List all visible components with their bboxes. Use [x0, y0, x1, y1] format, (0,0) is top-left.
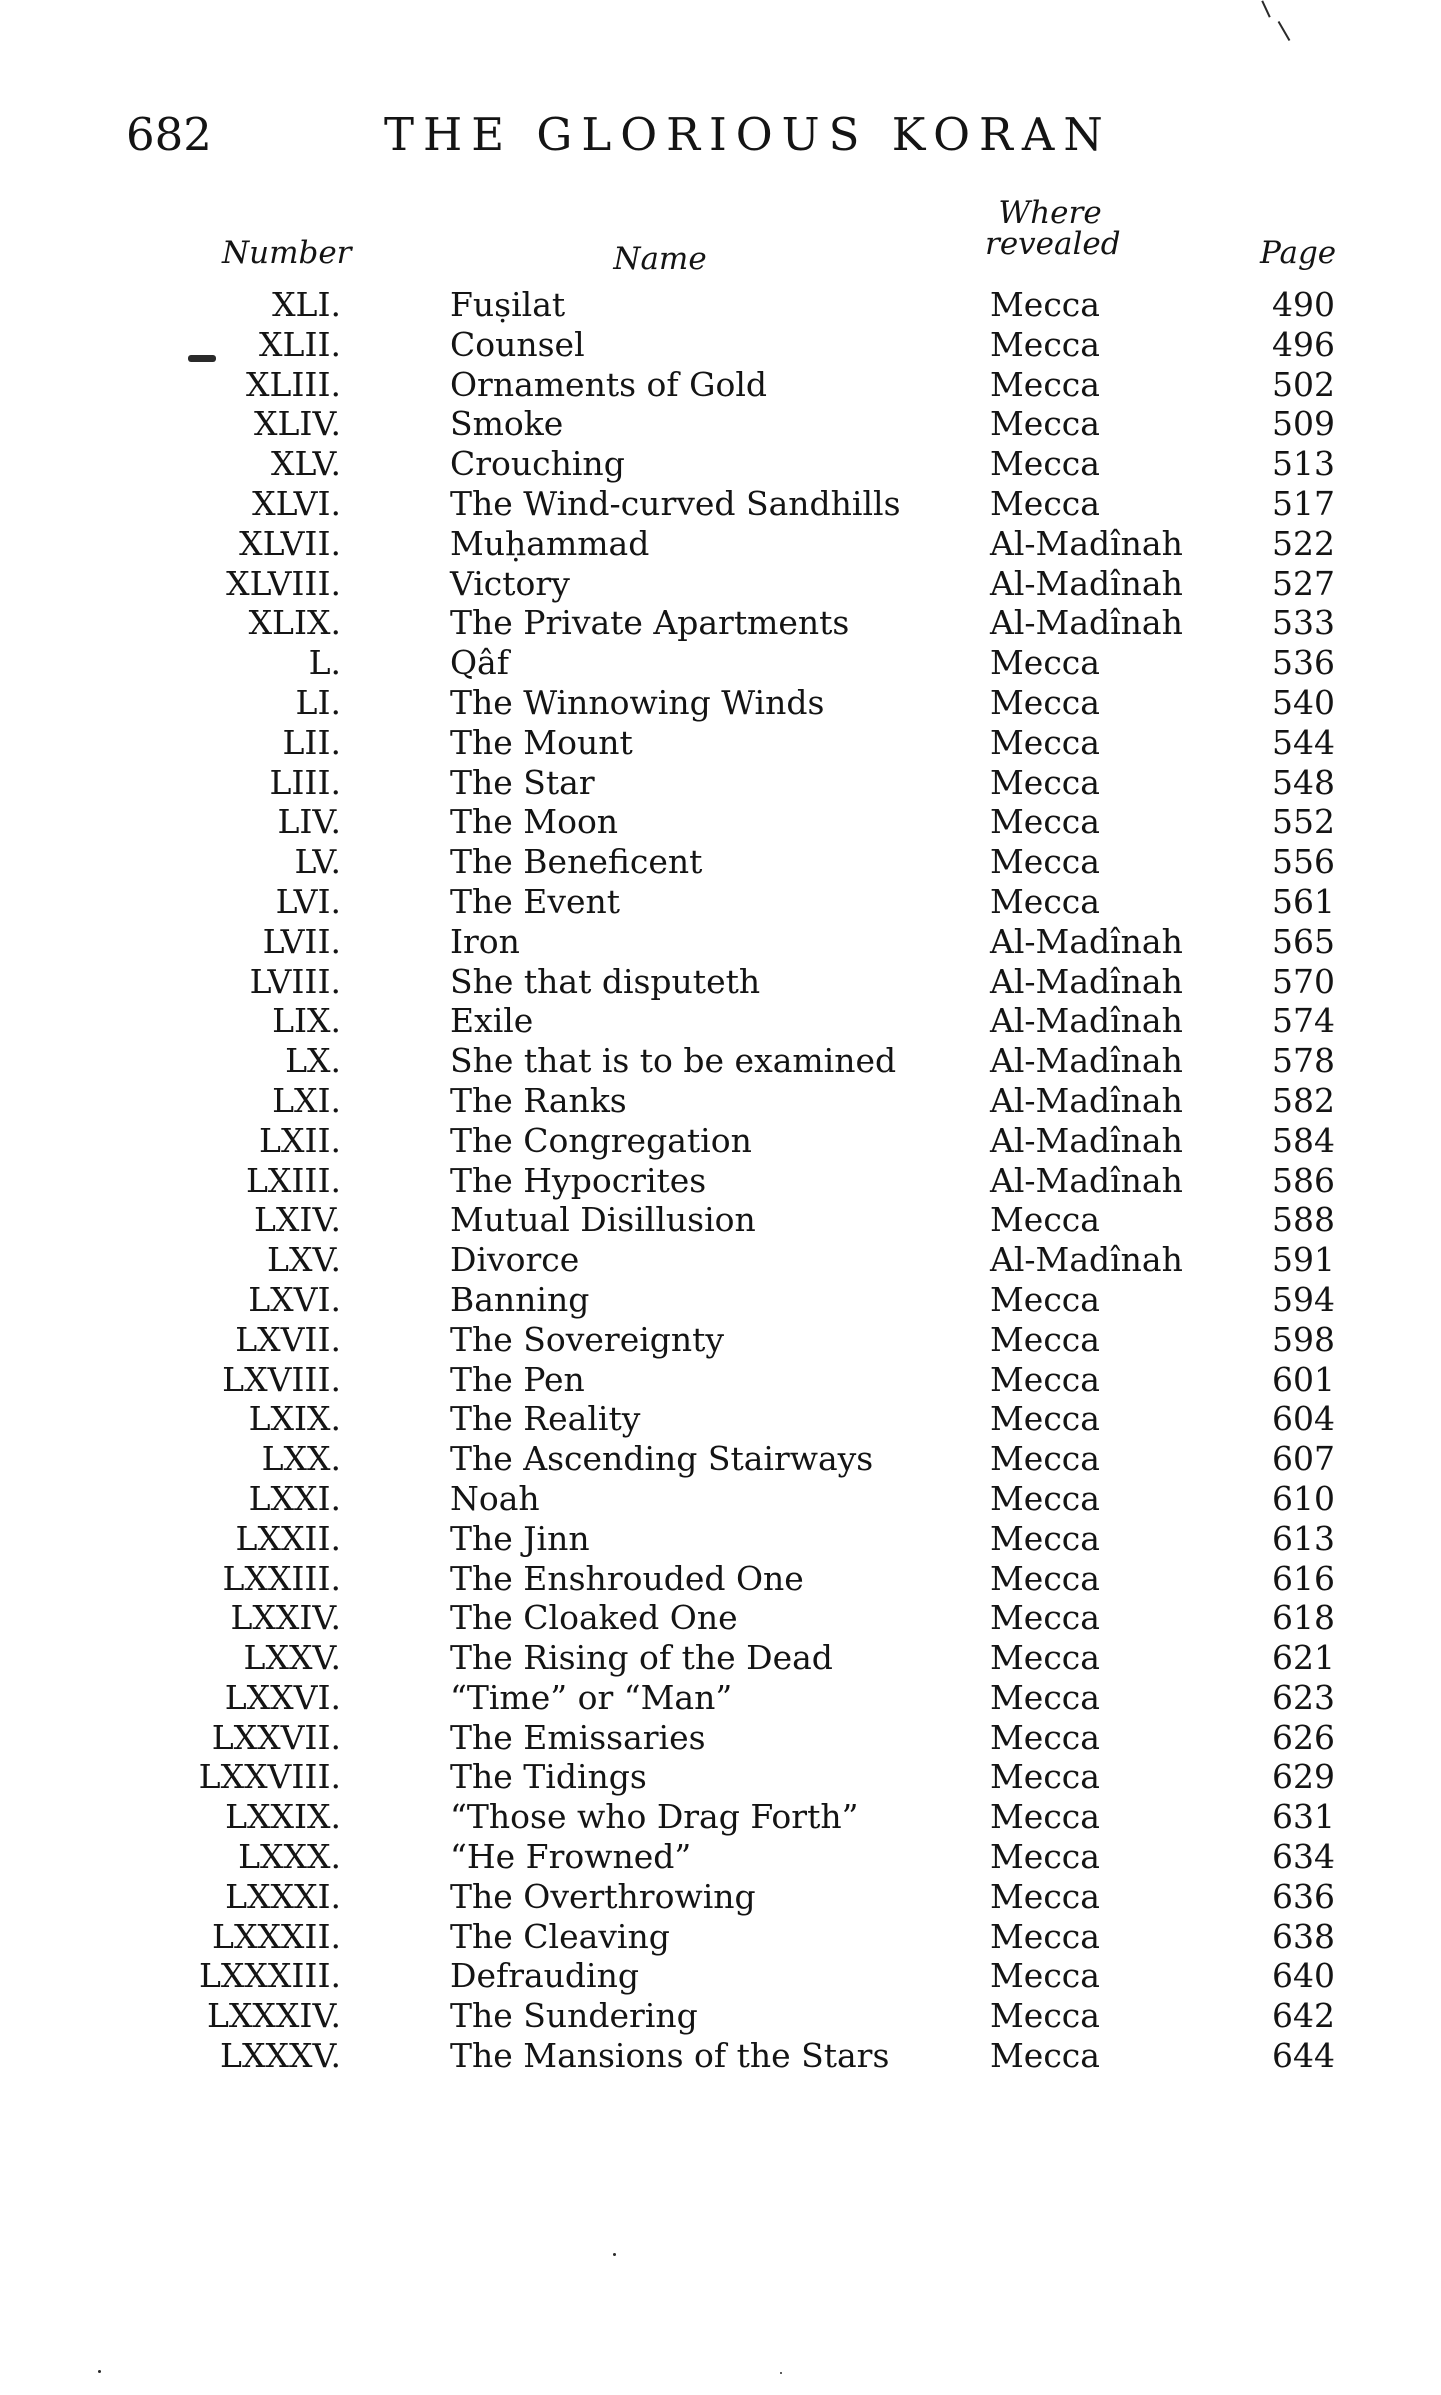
surah-number: LXIV.	[254, 1200, 341, 1240]
page-ref: 638	[1272, 1916, 1335, 1956]
table-row	[0, 1001, 1441, 1041]
page-ref: 574	[1272, 1001, 1335, 1041]
page-ref: 533	[1272, 603, 1335, 643]
page-ref: 591	[1272, 1240, 1335, 1280]
table-row	[0, 763, 1441, 803]
table-row	[0, 643, 1441, 683]
surah-number: LVII.	[262, 921, 341, 961]
where-revealed: Mecca	[990, 1876, 1100, 1916]
table-row	[0, 1678, 1441, 1718]
page-ref: 588	[1272, 1200, 1335, 1240]
page-ref: 623	[1272, 1677, 1335, 1717]
surah-number: XLII.	[259, 324, 341, 364]
where-revealed: Mecca	[990, 762, 1100, 802]
surah-number: LXXVIII.	[198, 1757, 341, 1797]
surah-number: LVIII.	[249, 961, 341, 1001]
surah-number: LXIX.	[248, 1399, 341, 1439]
surah-name: Smoke	[450, 404, 564, 444]
surah-number: LXXV.	[243, 1638, 341, 1678]
where-revealed: Al-Madînah	[990, 563, 1183, 603]
where-revealed: Mecca	[990, 483, 1100, 523]
table-row	[0, 1638, 1441, 1678]
table-row	[0, 1200, 1441, 1240]
surah-number: LXX.	[261, 1439, 341, 1479]
where-revealed: Mecca	[990, 1558, 1100, 1598]
where-revealed: Mecca	[990, 643, 1100, 683]
surah-number: LI.	[295, 682, 341, 722]
page-ref: 570	[1272, 961, 1335, 1001]
surah-number: LXXXII.	[212, 1916, 341, 1956]
page-ref: 634	[1272, 1837, 1335, 1877]
table-row	[0, 1240, 1441, 1280]
surah-name: Qâf	[450, 643, 509, 683]
surah-number: LXXXV.	[220, 2036, 341, 2076]
table-row	[0, 842, 1441, 882]
where-revealed: Mecca	[990, 881, 1100, 921]
table-row	[0, 1161, 1441, 1201]
where-revealed: Al-Madînah	[990, 1120, 1183, 1160]
surah-name: The Ascending Stairways	[450, 1439, 874, 1479]
surah-number: LXXXIV.	[207, 1996, 341, 2036]
running-title: THE GLORIOUS KORAN	[384, 108, 1112, 161]
page-ref: 594	[1272, 1279, 1335, 1319]
surah-number: LXXIII.	[222, 1558, 341, 1598]
where-revealed: Mecca	[990, 1837, 1100, 1877]
where-revealed: Mecca	[990, 285, 1100, 324]
pencil-mark	[188, 355, 216, 362]
surah-number: LII.	[282, 722, 341, 762]
surah-name: The Private Apartments	[450, 603, 850, 643]
page-ref: 496	[1272, 324, 1335, 364]
where-revealed: Mecca	[990, 722, 1100, 762]
table-row	[0, 1399, 1441, 1439]
surah-name: The Mount	[450, 722, 633, 762]
surah-name: The Jinn	[450, 1518, 590, 1558]
table-row	[0, 1041, 1441, 1081]
surah-name: The Winnowing Winds	[450, 682, 825, 722]
where-revealed: Mecca	[990, 404, 1100, 444]
where-revealed: Mecca	[990, 1399, 1100, 1439]
surah-table	[0, 285, 1441, 2076]
surah-name: The Reality	[450, 1399, 641, 1439]
where-revealed: Mecca	[990, 1598, 1100, 1638]
table-row	[0, 285, 1441, 325]
surah-number: LXXVII.	[211, 1717, 341, 1757]
table-row	[0, 1280, 1441, 1320]
surah-name: Ornaments of Gold	[450, 364, 767, 404]
surah-number: XLVII.	[239, 523, 341, 563]
page-ref: 642	[1272, 1996, 1335, 2036]
column-header-number: Number	[222, 235, 352, 271]
page-ref: 540	[1272, 682, 1335, 722]
table-row	[0, 1837, 1441, 1877]
table-row	[0, 683, 1441, 723]
pencil-mark	[1278, 21, 1291, 41]
table-row	[0, 524, 1441, 564]
surah-number: LXVII.	[235, 1319, 341, 1359]
where-revealed: Mecca	[990, 1717, 1100, 1757]
table-row	[0, 1917, 1441, 1957]
table-row	[0, 1956, 1441, 1996]
page-ref: 561	[1272, 881, 1335, 921]
where-revealed: Mecca	[990, 1996, 1100, 2036]
table-row	[0, 1519, 1441, 1559]
where-revealed: Mecca	[990, 1797, 1100, 1837]
page-ref: 536	[1272, 643, 1335, 683]
page-ref: 598	[1272, 1319, 1335, 1359]
surah-name: The Congregation	[450, 1120, 752, 1160]
pencil-mark	[1261, 0, 1270, 17]
surah-name: Exile	[450, 1001, 534, 1041]
surah-number: LXII.	[259, 1120, 341, 1160]
surah-number: XLVI.	[252, 483, 341, 523]
surah-name: She that is to be examined	[450, 1041, 897, 1081]
surah-number: LXI.	[272, 1080, 341, 1120]
surah-number: LIV.	[277, 802, 341, 842]
where-revealed: Mecca	[990, 1677, 1100, 1717]
page-ref: 544	[1272, 722, 1335, 762]
surah-name: Divorce	[450, 1240, 580, 1280]
where-revealed: Mecca	[990, 1359, 1100, 1399]
table-row	[0, 1718, 1441, 1758]
surah-number: LX.	[285, 1041, 341, 1081]
where-revealed: Al-Madînah	[990, 1240, 1183, 1280]
page-ref: 584	[1272, 1120, 1335, 1160]
table-row	[0, 1360, 1441, 1400]
table-row	[0, 603, 1441, 643]
surah-name: The Emissaries	[450, 1717, 706, 1757]
surah-name: The Cleaving	[450, 1916, 670, 1956]
table-row	[0, 1320, 1441, 1360]
page-ref: 636	[1272, 1876, 1335, 1916]
page-ref: 556	[1272, 842, 1335, 882]
table-row	[0, 404, 1441, 444]
surah-number: LXXI.	[248, 1478, 341, 1518]
surah-number: LIX.	[272, 1001, 341, 1041]
surah-name: The Pen	[450, 1359, 585, 1399]
page-ref: 607	[1272, 1439, 1335, 1479]
table-row	[0, 1479, 1441, 1519]
surah-name: “He Frowned”	[450, 1837, 692, 1877]
where-revealed: Mecca	[990, 1518, 1100, 1558]
surah-number: LXXXIII.	[199, 1956, 341, 1996]
surah-name: “Those who Drag Forth”	[450, 1797, 859, 1837]
where-revealed: Mecca	[990, 1279, 1100, 1319]
surah-number: LXV.	[267, 1240, 341, 1280]
page-ref: 527	[1272, 563, 1335, 603]
where-revealed: Al-Madînah	[990, 1001, 1183, 1041]
surah-number: XLIV.	[254, 404, 341, 444]
page-ref: 613	[1272, 1518, 1335, 1558]
column-header-where-revealed: Where revealed	[985, 195, 1121, 262]
page-ref: 631	[1272, 1797, 1335, 1837]
where-revealed: Mecca	[990, 1200, 1100, 1240]
table-row	[0, 922, 1441, 962]
surah-name: The Mansions of the Stars	[450, 2036, 890, 2076]
where-revealed: Mecca	[990, 1956, 1100, 1996]
surah-name: The Beneficent	[450, 842, 703, 882]
table-row	[0, 444, 1441, 484]
page-ref: 513	[1272, 444, 1335, 484]
surah-number: LXVI.	[248, 1279, 341, 1319]
where-revealed: Al-Madînah	[990, 921, 1183, 961]
surah-name: Banning	[450, 1279, 590, 1319]
surah-name: She that disputeth	[450, 961, 761, 1001]
table-row	[0, 1797, 1441, 1837]
page-ref: 578	[1272, 1041, 1335, 1081]
where-revealed: Mecca	[990, 1319, 1100, 1359]
surah-number: XLIII.	[245, 364, 341, 404]
where-revealed: Mecca	[990, 444, 1100, 484]
surah-number: LXXII.	[235, 1518, 341, 1558]
table-row	[0, 1559, 1441, 1599]
table-row	[0, 1121, 1441, 1161]
where-revealed: Mecca	[990, 1439, 1100, 1479]
surah-number: LXXXI.	[225, 1876, 341, 1916]
page-ref: 509	[1272, 404, 1335, 444]
where-revealed: Mecca	[990, 364, 1100, 404]
where-revealed: Mecca	[990, 1916, 1100, 1956]
surah-name: Victory	[450, 563, 570, 603]
surah-name: Muḥammad	[450, 523, 650, 563]
speck-mark	[613, 2253, 616, 2256]
surah-number: LV.	[294, 842, 341, 882]
page-ref: 629	[1272, 1757, 1335, 1797]
surah-number: LXXX.	[238, 1837, 341, 1877]
surah-name: The Wind-curved Sandhills	[450, 483, 901, 523]
surah-number: LXIII.	[245, 1160, 341, 1200]
where-revealed: Al-Madînah	[990, 523, 1183, 563]
where-revealed: Mecca	[990, 2036, 1100, 2076]
surah-number: LIII.	[269, 762, 341, 802]
page-ref: 601	[1272, 1359, 1335, 1399]
page-ref: 565	[1272, 921, 1335, 961]
table-row	[0, 365, 1441, 405]
speck-mark	[98, 2370, 101, 2373]
surah-name: The Ranks	[450, 1080, 627, 1120]
table-row	[0, 1877, 1441, 1917]
table-row	[0, 564, 1441, 604]
surah-name: Crouching	[450, 444, 625, 484]
surah-name: Mutual Disillusion	[450, 1200, 756, 1240]
surah-number: LVI.	[275, 881, 341, 921]
page-ref: 582	[1272, 1080, 1335, 1120]
table-row	[0, 1081, 1441, 1121]
page-number: 682	[126, 108, 212, 161]
column-header-name: Name	[613, 241, 707, 277]
surah-name: Iron	[450, 921, 520, 961]
surah-number: LXXVI.	[224, 1677, 341, 1717]
surah-number: XLI.	[272, 285, 341, 324]
table-row	[0, 325, 1441, 365]
surah-name: The Enshrouded One	[450, 1558, 804, 1598]
page-ref: 621	[1272, 1638, 1335, 1678]
surah-number: XLV.	[270, 444, 341, 484]
surah-name: Noah	[450, 1478, 540, 1518]
surah-name: The Moon	[450, 802, 619, 842]
table-row	[0, 962, 1441, 1002]
surah-name: The Hypocrites	[450, 1160, 707, 1200]
surah-name: The Sovereignty	[450, 1319, 725, 1359]
surah-name: The Sundering	[450, 1996, 698, 2036]
where-revealed: Al-Madînah	[990, 1080, 1183, 1120]
where-revealed: Mecca	[990, 1757, 1100, 1797]
page-ref: 548	[1272, 762, 1335, 802]
table-row	[0, 2036, 1441, 2076]
page-ref: 586	[1272, 1160, 1335, 1200]
page-ref: 522	[1272, 523, 1335, 563]
where-revealed: Al-Madînah	[990, 1041, 1183, 1081]
surah-number: XLVIII.	[226, 563, 341, 603]
table-row	[0, 1996, 1441, 2036]
table-row	[0, 1598, 1441, 1638]
surah-number: L.	[308, 643, 341, 683]
where-revealed: Al-Madînah	[990, 961, 1183, 1001]
surah-name: “Time” or “Man”	[450, 1677, 733, 1717]
page-ref: 610	[1272, 1478, 1335, 1518]
page-ref: 644	[1272, 2036, 1335, 2076]
speck-mark	[780, 2372, 782, 2374]
page-ref: 640	[1272, 1956, 1335, 1996]
where-revealed: Mecca	[990, 802, 1100, 842]
table-row	[0, 802, 1441, 842]
surah-name: The Rising of the Dead	[450, 1638, 833, 1678]
page-ref: 502	[1272, 364, 1335, 404]
page-ref: 490	[1272, 285, 1335, 324]
where-revealed: Al-Madînah	[990, 1160, 1183, 1200]
where-revealed: Mecca	[990, 1638, 1100, 1678]
surah-name: Defrauding	[450, 1956, 639, 1996]
surah-name: The Event	[450, 881, 621, 921]
table-row	[0, 484, 1441, 524]
table-row	[0, 1439, 1441, 1479]
surah-number: XLIX.	[248, 603, 341, 643]
surah-name: The Star	[450, 762, 595, 802]
page-ref: 626	[1272, 1717, 1335, 1757]
column-header-page: Page	[1260, 235, 1337, 271]
where-revealed: Mecca	[990, 1478, 1100, 1518]
surah-name: The Cloaked One	[450, 1598, 738, 1638]
page-ref: 552	[1272, 802, 1335, 842]
page-ref: 618	[1272, 1598, 1335, 1638]
table-row	[0, 882, 1441, 922]
surah-name: The Overthrowing	[450, 1876, 756, 1916]
page-ref: 517	[1272, 483, 1335, 523]
table-row	[0, 1757, 1441, 1797]
surah-number: LXXIV.	[230, 1598, 341, 1638]
surah-name: Counsel	[450, 324, 585, 364]
page-ref: 616	[1272, 1558, 1335, 1598]
surah-name: Fuṣilat	[450, 285, 566, 324]
where-revealed: Mecca	[990, 682, 1100, 722]
where-revealed: Mecca	[990, 324, 1100, 364]
where-revealed: Al-Madînah	[990, 603, 1183, 643]
where-revealed: Mecca	[990, 842, 1100, 882]
table-row	[0, 723, 1441, 763]
surah-number: LXXIX.	[225, 1797, 341, 1837]
page-ref: 604	[1272, 1399, 1335, 1439]
surah-number: LXVIII.	[222, 1359, 341, 1399]
surah-name: The Tidings	[450, 1757, 647, 1797]
